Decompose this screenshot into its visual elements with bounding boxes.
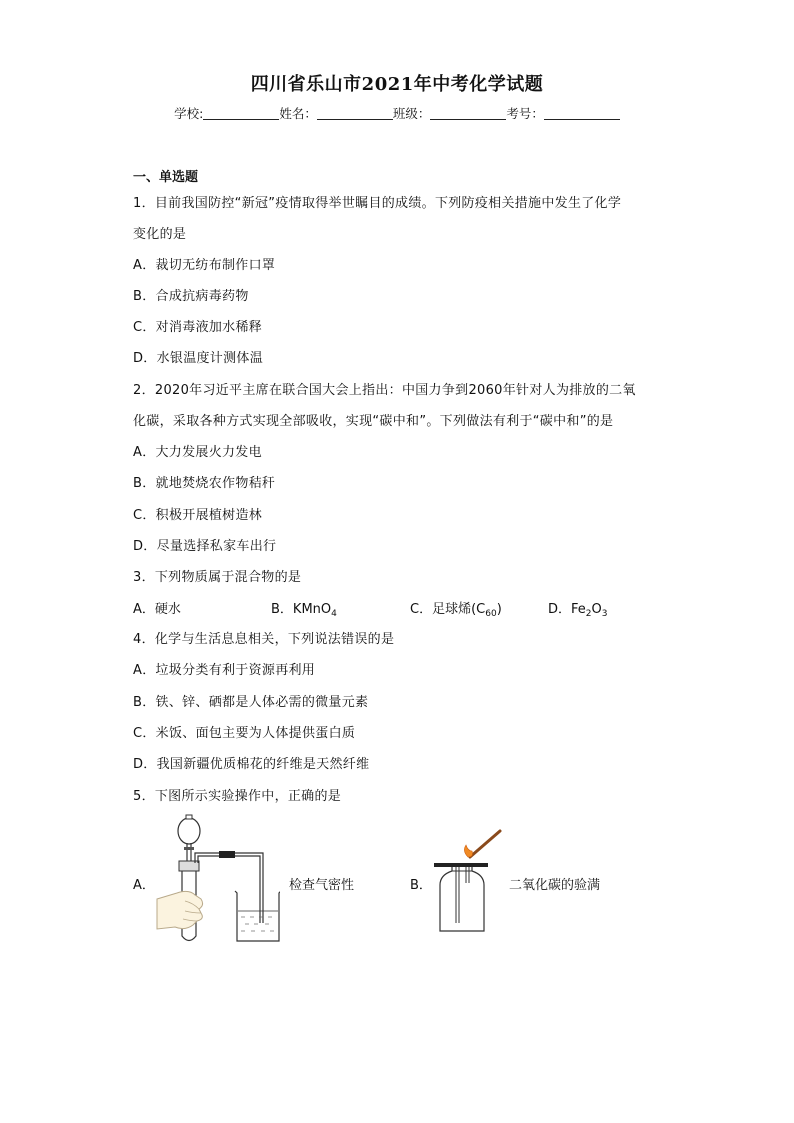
q4-option-d[interactable]: D．我国新疆优质棉花的纤维是天然纤维 (133, 757, 370, 772)
exam-no-blank[interactable] (544, 107, 620, 120)
class-blank[interactable] (430, 107, 506, 120)
q3-option-d-mid: O (591, 602, 602, 617)
class-label: 班级： (392, 106, 431, 121)
q4-option-a[interactable]: A．垃圾分类有利于资源再利用 (133, 663, 316, 678)
q3-stem: 3．下列物质属于混合物的是 (133, 570, 302, 585)
school-label: 学校: (174, 106, 204, 121)
name-label: 姓名： (279, 106, 317, 121)
q2-option-c[interactable]: C．积极开展植树造林 (133, 508, 263, 523)
q3-option-a[interactable]: A．硬水 (133, 602, 181, 617)
q2-option-b[interactable]: B．就地焚烧农作物秸秆 (133, 476, 276, 491)
q3-option-d[interactable] (548, 598, 607, 619)
section-title: 一、单选题 (133, 170, 199, 185)
q1-option-b[interactable]: B．合成抗病毒药物 (133, 289, 249, 304)
delivery-tube (195, 851, 263, 923)
exam-no-label: 考号： (506, 106, 544, 121)
co2-test-apparatus (428, 827, 508, 935)
name-blank[interactable] (317, 107, 393, 120)
student-info-row (0, 104, 794, 122)
q1-option-a[interactable]: A．裁切无纺布制作口罩 (133, 258, 276, 273)
beaker (235, 891, 280, 941)
q5-option-b-caption: 二氧化碳的验满 (509, 878, 601, 893)
q3-option-d-subscript-1: 2 (585, 609, 592, 619)
q4-stem: 4．化学与生活息息相关，下列说法错误的是 (133, 632, 395, 647)
q1-option-c[interactable]: C．对消毒液加水稀释 (133, 320, 263, 335)
q2-option-a[interactable]: A．大力发展火力发电 (133, 445, 262, 460)
q3-option-c-subscript: 60 (485, 609, 497, 619)
separatory-funnel (178, 815, 200, 861)
airtightness-check-apparatus (155, 813, 280, 948)
q1-stem-line2: 变化的是 (133, 227, 187, 242)
q2-stem-line1: 2．2020年习近平主席在联合国大会上指出：中国力争到2060年针对人为排放的二氧 (133, 383, 636, 398)
burning-stick (464, 831, 500, 857)
q3-option-c-text: C．足球烯(C (410, 602, 486, 617)
q5-option-b-label[interactable]: B． (410, 878, 432, 893)
q5-stem: 5．下图所示实验操作中，正确的是 (133, 789, 342, 804)
school-blank[interactable] (203, 107, 279, 120)
q3-option-d-text: D．Fe (548, 602, 586, 617)
gas-bottle (434, 863, 488, 931)
q3-option-b-text: B．KMnO (271, 602, 332, 617)
q3-option-b-subscript: 4 (331, 609, 337, 619)
q5-option-a-label[interactable]: A． (133, 878, 155, 893)
q3-option-d-subscript-2: 3 (601, 609, 608, 619)
q3-option-b[interactable] (271, 598, 337, 619)
q2-option-d[interactable]: D．尽量选择私家车出行 (133, 539, 277, 554)
q2-stem-line2: 化碳，采取各种方式实现全部吸收，实现“碳中和”。下列做法有利于“碳中和”的是 (133, 414, 614, 429)
q1-stem-line1: 1．目前我国防控“新冠”疫情取得举世瞩目的成绩。下列防疫相关措施中发生了化学 (133, 196, 622, 211)
q3-option-c[interactable] (410, 598, 502, 619)
q1-option-d[interactable]: D．水银温度计测体温 (133, 351, 264, 366)
q4-option-b[interactable]: B．铁、锌、硒都是人体必需的微量元素 (133, 695, 369, 710)
page-title: 四川省乐山市2021年中考化学试题 (250, 74, 544, 95)
q5-option-a-caption: 检查气密性 (289, 878, 355, 893)
q4-option-c[interactable]: C．米饭、面包主要为人体提供蛋白质 (133, 726, 356, 741)
q3-option-c-suffix: ) (496, 602, 502, 617)
